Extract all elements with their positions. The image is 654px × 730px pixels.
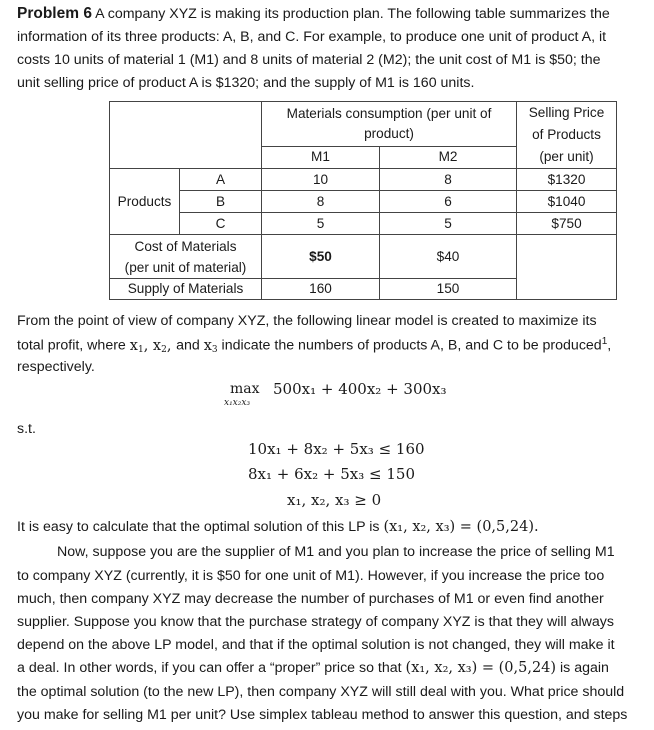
- para-line-5: supplier. Suppose you know that the purchase strategy of company XYZ is that they will always: [17, 614, 614, 630]
- para-line-8: the optimal solution (to the new LP), then company XYZ will still deal with you. What price should: [17, 684, 625, 700]
- blank-price-cell: [517, 235, 617, 300]
- products-label: Products: [110, 169, 180, 235]
- lp-max: max: [230, 381, 260, 397]
- b-m2: 6: [380, 191, 517, 213]
- intro-line-2: information of its three products: A, B, and C. For example, to produce one unit of product A, it: [17, 29, 607, 45]
- a-m2: 8: [380, 169, 517, 191]
- footnote-marker: 1: [601, 336, 608, 347]
- supply-m2: 150: [380, 279, 517, 300]
- para-line-4: much, then company XYZ may decrease the number of purchases of M1 or even find another: [17, 591, 604, 607]
- lp-constraint-3: x₁, x₂, x₃ ≥ 0: [287, 491, 382, 509]
- intro-line-1: [17, 5, 610, 23]
- optimal-solution: (x₁, x₂, x₃) = (0,5,24).: [383, 519, 539, 535]
- intro-line-3: costs 10 units of material 1 (M1) and 8 units of material 2 (M2); the unit cost of M1 is $50; the: [17, 52, 601, 68]
- lp-objective: 500x₁ + 400x₂ + 300x₃: [273, 380, 447, 398]
- intro-text-1: A company XYZ is making its production plan. The following table summarizes the: [95, 6, 610, 22]
- cost-m2: $40: [380, 235, 517, 279]
- supply-label: Supply of Materials: [110, 279, 262, 300]
- para-line-9: you make for selling M1 per unit? Use simplex tableau method to answer this question, and steps: [17, 707, 628, 723]
- product-c: C: [180, 213, 262, 235]
- cost-label: Cost of Materials (per unit of material): [110, 235, 262, 279]
- b-price: $1040: [517, 191, 617, 213]
- para-line-2: Now, suppose you are the supplier of M1 and you plan to increase the price of selling M1: [57, 544, 615, 560]
- para-line-3: to company XYZ (currently, it is $50 for one unit of M1). However, if you increase the price too: [17, 568, 605, 584]
- model-text-3: respectively.: [17, 359, 95, 375]
- product-b: B: [180, 191, 262, 213]
- cost-m1: $50: [262, 235, 380, 279]
- model-text-1: From the point of view of company XYZ, the following linear model is created to maximize its: [17, 313, 597, 329]
- header-price: Selling Price of Products (per unit): [517, 102, 617, 169]
- a-price: $1320: [517, 169, 617, 191]
- para-line-1: It is easy to calculate that the optimal solution of this LP is (x₁, x₂, x₃) = (0,5,24).: [17, 519, 539, 535]
- intro-line-4: unit selling price of product A is $1320; and the supply of M1 is 160 units.: [17, 75, 475, 91]
- para-line-6: depend on the above LP model, and that if the optimal solution is not changed, they will make it: [17, 637, 615, 653]
- c-m2: 5: [380, 213, 517, 235]
- lp-max-vars: x₁x₂x₃: [224, 398, 251, 408]
- optimal-solution-2: (x₁, x₂, x₃) = (0,5,24): [405, 660, 557, 676]
- materials-table: [109, 101, 617, 300]
- col-m2: M2: [380, 146, 517, 168]
- b-m1: 8: [262, 191, 380, 213]
- problem-label: Problem 6: [17, 5, 92, 22]
- lp-st: s.t.: [17, 421, 36, 437]
- lp-constraint-1: 10x₁ + 8x₂ + 5x₃ ≤ 160: [248, 440, 425, 458]
- c-m1: 5: [262, 213, 380, 235]
- col-m1: M1: [262, 146, 380, 168]
- para-line-7: a deal. In other words, if you can offer a “proper” price so that (x₁, x₂, x₃) = (0,5,24) is again: [17, 660, 609, 676]
- c-price: $750: [517, 213, 617, 235]
- model-text-2: total profit, where $x_1$, $x_2$, and $x_3$ indicate the numbers of products A, B, and C to be produced$^1$,: [17, 336, 612, 355]
- table-corner-cell: [110, 102, 262, 169]
- header-consumption: Materials consumption (per unit of product): [262, 102, 517, 147]
- product-a: A: [180, 169, 262, 191]
- supply-m1: 160: [262, 279, 380, 300]
- lp-constraint-2: 8x₁ + 6x₂ + 5x₃ ≤ 150: [248, 465, 415, 483]
- a-m1: 10: [262, 169, 380, 191]
